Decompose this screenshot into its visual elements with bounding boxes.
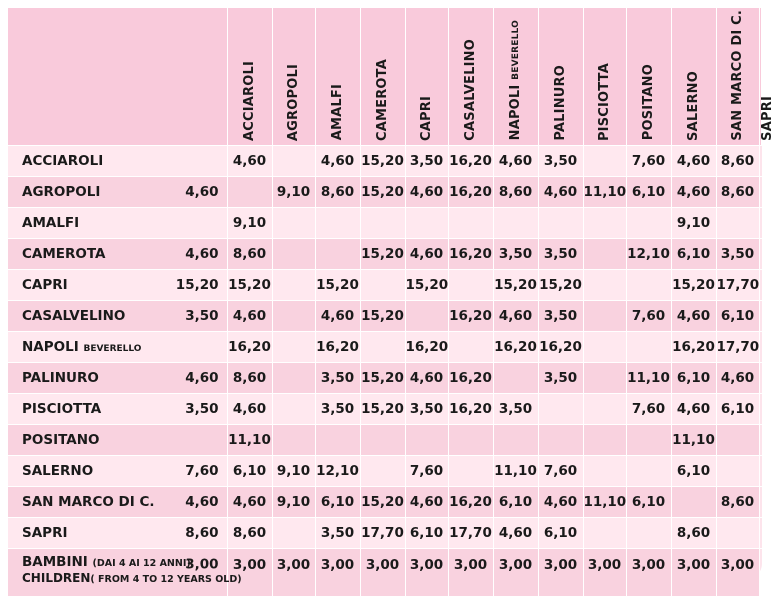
column-header-label (375, 57, 390, 141)
fare-cell (583, 331, 626, 362)
fare-cell: 4,60 (405, 176, 448, 207)
row-label (8, 176, 227, 207)
fare-cell: 9,10 (272, 455, 315, 486)
fare-cell: 6,10 (405, 517, 448, 548)
table-row (8, 207, 762, 238)
column-header-label (686, 69, 701, 141)
fare-cell (583, 424, 626, 455)
fare-cell: 17,70 (448, 517, 493, 548)
table-body (8, 145, 762, 596)
fare-cell: 9,10 (272, 176, 315, 207)
fare-cell (360, 424, 405, 455)
fare-cell: 8,60 (716, 176, 759, 207)
column-header (671, 8, 716, 145)
column-header-label (242, 59, 257, 141)
fare-cell: 3,00 (272, 548, 315, 596)
fare-cell (538, 207, 583, 238)
table-row (8, 362, 762, 393)
column-header (360, 8, 405, 145)
fare-cell (583, 269, 626, 300)
fare-cell: 8,60 (227, 238, 272, 269)
fare-cell (583, 517, 626, 548)
fare-cell: 15,20 (315, 269, 360, 300)
fare-cell: 7,60 (185, 462, 219, 479)
fare-cell (448, 331, 493, 362)
fare-cell (360, 207, 405, 238)
fare-cell: 4,60 (405, 486, 448, 517)
fare-cell: 16,20 (448, 300, 493, 331)
fare-cell (315, 207, 360, 238)
fare-cell: 15,20 (360, 300, 405, 331)
fare-cell: 4,60 (538, 486, 583, 517)
row-label (8, 517, 227, 548)
fare-cell (272, 207, 315, 238)
column-header-text: PISCIOTTA (597, 62, 612, 141)
column-header-label (286, 62, 301, 141)
row-label-text: POSITANO (22, 431, 100, 448)
fare-cell: 4,60 (227, 393, 272, 424)
fare-cell: 7,60 (538, 455, 583, 486)
fare-cell (716, 517, 759, 548)
fare-cell: 15,20 (671, 269, 716, 300)
children-label-line2: CHILDREN (22, 570, 91, 585)
fare-cell: 16,20 (493, 331, 538, 362)
column-header-text: SALERNO (686, 70, 701, 141)
row-label (8, 424, 227, 455)
row-label-text: AMALFI (22, 214, 80, 231)
fare-cell (538, 424, 583, 455)
fare-cell (583, 455, 626, 486)
fare-cell (272, 424, 315, 455)
fare-cell: 4,60 (671, 176, 716, 207)
fare-cell: 4,60 (315, 145, 360, 176)
fare-cell (626, 455, 671, 486)
fare-cell (405, 207, 448, 238)
fare-cell: 4,60 (493, 300, 538, 331)
row-label (8, 145, 227, 176)
fare-cell (583, 300, 626, 331)
fare-cell: 3,50 (538, 300, 583, 331)
table-row (8, 238, 762, 269)
fare-cell: 4,60 (671, 145, 716, 176)
column-header-label (463, 37, 478, 141)
fare-cell (272, 145, 315, 176)
fare-cell: 15,20 (405, 269, 448, 300)
fare-cell: 8,60 (716, 486, 759, 517)
children-label-line2-sub: ( FROM 4 TO 12 YEARS OLD) (90, 573, 242, 585)
fare-cell (272, 269, 315, 300)
fare-cell: 11,10 (626, 362, 671, 393)
fare-cell (448, 455, 493, 486)
fare-cell: 11,10 (583, 176, 626, 207)
fare-cell: 8,60 (716, 145, 759, 176)
fare-cell: 3,50 (538, 145, 583, 176)
fare-cell: 11,10 (227, 424, 272, 455)
fare-cell: 17,70 (716, 331, 759, 362)
fare-cell: 16,20 (448, 362, 493, 393)
fare-cell: 6,10 (538, 517, 583, 548)
fare-cell (626, 424, 671, 455)
fare-cell: 15,20 (175, 276, 219, 293)
fare-cell: 4,60 (185, 369, 219, 386)
row-label (8, 207, 227, 238)
fare-cell: 6,10 (671, 455, 716, 486)
fare-cell: 15,20 (493, 269, 538, 300)
fare-cell (538, 393, 583, 424)
fare-cell: 12,10 (626, 238, 671, 269)
fare-cell: 15,20 (360, 486, 405, 517)
table-row (8, 393, 762, 424)
fare-cell (405, 424, 448, 455)
fare-cell (583, 393, 626, 424)
corner-cell (8, 8, 227, 145)
column-header-text: CASALVELINO (463, 38, 478, 141)
fare-cell: 4,60 (671, 393, 716, 424)
column-header-text: AMALFI (330, 84, 345, 141)
table-row (8, 145, 762, 176)
fare-cell: 15,20 (360, 393, 405, 424)
fare-cell: 4,60 (716, 362, 759, 393)
fare-cell (493, 207, 538, 238)
fare-cell: 9,10 (227, 207, 272, 238)
fare-cell: 15,20 (360, 145, 405, 176)
fare-cell: 16,20 (538, 331, 583, 362)
fare-cell (583, 207, 626, 238)
fare-cell (360, 455, 405, 486)
fare-cell (272, 238, 315, 269)
table-row (8, 424, 762, 455)
column-header (315, 8, 360, 145)
column-header (272, 8, 315, 145)
children-row-label (8, 548, 242, 596)
fare-cell: 3,00 (185, 556, 219, 573)
row-label-subtext: BEVERELLO (83, 343, 142, 354)
fare-cell: 4,60 (538, 176, 583, 207)
fare-cell: 6,10 (716, 300, 759, 331)
fare-cell (626, 269, 671, 300)
fare-cell: 6,10 (671, 238, 716, 269)
fare-cell: 4,60 (405, 238, 448, 269)
fare-cell: 15,20 (360, 176, 405, 207)
column-header-text: CAMEROTA (375, 58, 390, 141)
fare-cell: 6,10 (626, 176, 671, 207)
row-label-text: AGROPOLI (22, 183, 101, 200)
fare-cell: 4,60 (671, 300, 716, 331)
fare-cell: 16,20 (315, 331, 360, 362)
fare-cell: 8,60 (671, 517, 716, 548)
fare-cell: 15,20 (360, 238, 405, 269)
fare-cell: 3,50 (315, 362, 360, 393)
fare-cell: 7,60 (626, 145, 671, 176)
fare-cell: 3,00 (227, 548, 272, 596)
row-label (8, 300, 227, 331)
column-header-label (508, 18, 523, 140)
column-header-text: SAN MARCO DI C. (730, 10, 745, 141)
children-label: BAMBINI (22, 553, 88, 570)
fare-cell: 4,60 (227, 486, 272, 517)
fare-cell (626, 207, 671, 238)
fare-cell: 3,50 (493, 238, 538, 269)
column-header-label (760, 94, 775, 141)
fare-cell: 16,20 (448, 486, 493, 517)
fare-cell (272, 331, 315, 362)
fare-cell: 3,00 (583, 548, 626, 596)
table-row (8, 331, 762, 362)
fare-cell: 9,10 (671, 207, 716, 238)
column-header-text: SAPRI (759, 95, 775, 141)
fare-cell (360, 331, 405, 362)
row-label-text: CAMEROTA (22, 245, 106, 262)
column-header (405, 8, 448, 145)
fare-cell (272, 393, 315, 424)
fare-cell: 8,60 (185, 524, 219, 541)
column-header-text: PALINURO (553, 64, 568, 141)
fare-cell: 6,10 (227, 455, 272, 486)
fare-cell: 3,50 (185, 400, 219, 417)
fare-cell: 6,10 (626, 486, 671, 517)
row-label (8, 331, 227, 362)
column-header (538, 8, 583, 145)
row-label-text: SAN MARCO DI C. (22, 493, 155, 510)
fare-cell: 3,00 (405, 548, 448, 596)
row-label-text: CAPRI (22, 276, 68, 293)
fare-cell (583, 145, 626, 176)
fare-cell (626, 517, 671, 548)
fare-cell (583, 238, 626, 269)
fare-cell: 16,20 (671, 331, 716, 362)
fare-cell: 11,10 (671, 424, 716, 455)
fare-cell (272, 517, 315, 548)
header-row (8, 8, 762, 145)
fare-cell: 11,10 (583, 486, 626, 517)
fare-cell: 3,00 (671, 548, 716, 596)
fare-cell: 11,10 (493, 455, 538, 486)
fare-cell: 15,20 (360, 362, 405, 393)
fare-cell: 4,60 (493, 517, 538, 548)
column-header (583, 8, 626, 145)
fare-cell: 7,60 (405, 455, 448, 486)
fare-cell: 12,10 (315, 455, 360, 486)
row-label-text: ACCIAROLI (22, 152, 104, 169)
fare-table (8, 8, 775, 596)
fare-table-card (8, 8, 775, 585)
fare-cell: 3,00 (315, 548, 360, 596)
fare-cell (272, 362, 315, 393)
fare-cell: 3,50 (315, 393, 360, 424)
fare-cell: 4,60 (405, 362, 448, 393)
fare-cell (448, 269, 493, 300)
fare-cell: 3,00 (538, 548, 583, 596)
fare-cell (315, 424, 360, 455)
column-header (716, 8, 759, 145)
fare-cell: 3,50 (185, 307, 219, 324)
table-row (8, 300, 762, 331)
table-row (8, 176, 762, 207)
row-label-text: PALINURO (22, 369, 99, 386)
fare-cell: 4,60 (315, 300, 360, 331)
fare-cell: 17,70 (360, 517, 405, 548)
column-header-label (730, 8, 745, 141)
fare-cell: 15,20 (227, 269, 272, 300)
fare-cell: 4,60 (185, 245, 219, 262)
fare-cell (272, 300, 315, 331)
table-row (8, 269, 762, 300)
row-label-text: SAPRI (22, 524, 68, 541)
fare-cell (448, 207, 493, 238)
fare-cell: 8,60 (227, 362, 272, 393)
fare-cell: 9,10 (272, 486, 315, 517)
fare-cell: 3,50 (716, 238, 759, 269)
fare-cell (716, 455, 759, 486)
fare-cell: 6,10 (716, 393, 759, 424)
column-header-label (419, 94, 434, 141)
fare-cell: 3,00 (493, 548, 538, 596)
column-header-text: POSITANO (641, 64, 656, 141)
fare-cell: 6,10 (493, 486, 538, 517)
fare-cell: 4,60 (493, 145, 538, 176)
table-row (8, 486, 762, 517)
column-header (227, 8, 272, 145)
fare-cell: 4,60 (185, 493, 219, 510)
fare-cell: 16,20 (448, 145, 493, 176)
fare-cell: 16,20 (227, 331, 272, 362)
fare-cell: 15,20 (538, 269, 583, 300)
fare-cell: 3,50 (315, 517, 360, 548)
fare-cell: 8,60 (315, 176, 360, 207)
row-label (8, 393, 227, 424)
column-header-text: ACCIAROLI (242, 60, 257, 141)
children-label-sub: (DAI 4 AI 12 ANNI) (92, 557, 191, 569)
fare-cell (360, 269, 405, 300)
table-row (8, 455, 762, 486)
column-header-label (330, 82, 345, 140)
fare-cell: 3,50 (405, 393, 448, 424)
row-label-text: PISCIOTTA (22, 400, 102, 417)
fare-cell: 7,60 (626, 300, 671, 331)
fare-cell (493, 362, 538, 393)
row-label (8, 486, 227, 517)
fare-cell (227, 176, 272, 207)
fare-cell: 6,10 (315, 486, 360, 517)
fare-cell: 4,60 (227, 300, 272, 331)
column-header-text: NAPOLI (508, 80, 523, 141)
column-header-label (553, 63, 568, 141)
fare-cell: 8,60 (227, 517, 272, 548)
fare-cell: 16,20 (405, 331, 448, 362)
fare-cell: 3,00 (448, 548, 493, 596)
fare-cell (315, 238, 360, 269)
fare-cell: 3,50 (538, 238, 583, 269)
fare-cell: 16,20 (448, 393, 493, 424)
row-label-text: CASALVELINO (22, 307, 126, 324)
fare-cell: 16,20 (448, 238, 493, 269)
fare-cell: 3,00 (716, 548, 759, 596)
row-label-text: NAPOLI (22, 338, 84, 355)
children-row (8, 548, 762, 596)
column-header (448, 8, 493, 145)
column-header (626, 8, 671, 145)
column-header (759, 8, 775, 145)
row-label (8, 362, 227, 393)
fare-cell (671, 486, 716, 517)
fare-cell: 3,50 (538, 362, 583, 393)
row-label-text: SALERNO (22, 462, 94, 479)
column-header-label (597, 61, 612, 141)
fare-cell: 6,10 (671, 362, 716, 393)
fare-cell (448, 424, 493, 455)
fare-cell: 4,60 (185, 183, 219, 200)
fare-cell: 3,50 (493, 393, 538, 424)
fare-cell: 7,60 (626, 393, 671, 424)
row-label (8, 238, 227, 269)
fare-cell: 3,50 (405, 145, 448, 176)
column-header-subtext: BEVERELLO (511, 20, 521, 81)
row-label (8, 455, 227, 486)
fare-cell (626, 331, 671, 362)
fare-cell: 4,60 (227, 145, 272, 176)
column-header-text: CAPRI (419, 95, 434, 141)
fare-cell: 3,00 (626, 548, 671, 596)
fare-cell (716, 424, 759, 455)
fare-cell: 3,00 (360, 548, 405, 596)
fare-cell (493, 424, 538, 455)
fare-cell (405, 300, 448, 331)
fare-cell: 17,70 (716, 269, 759, 300)
fare-cell (583, 362, 626, 393)
fare-cell: 8,60 (493, 176, 538, 207)
column-header-text: AGROPOLI (286, 63, 301, 141)
column-header-label (641, 62, 656, 140)
fare-cell: 16,20 (448, 176, 493, 207)
table-row (8, 517, 762, 548)
fare-cell (716, 207, 759, 238)
row-label (8, 269, 227, 300)
column-header (493, 8, 538, 145)
